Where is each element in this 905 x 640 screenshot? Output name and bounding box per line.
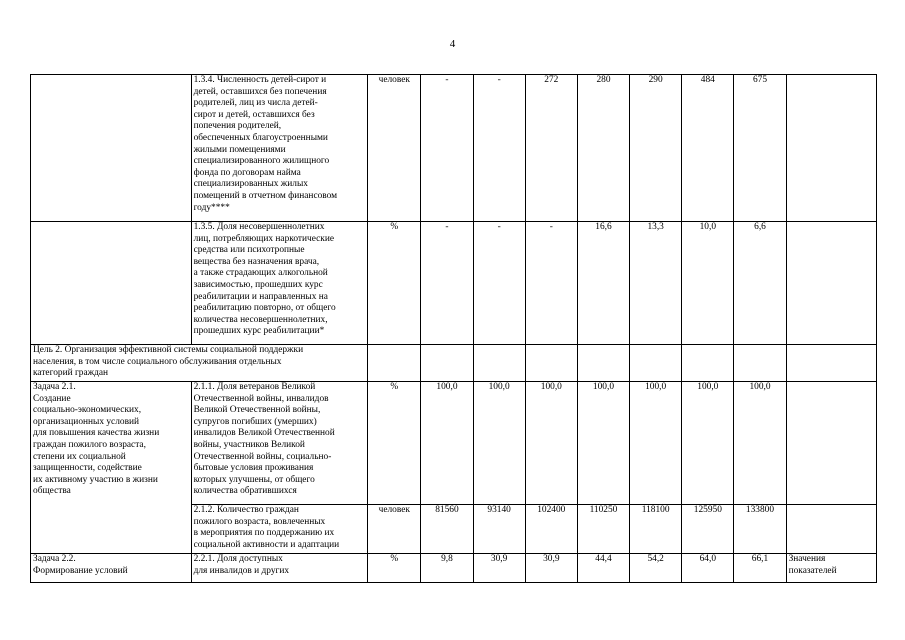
- note-cell: [786, 345, 876, 382]
- note-cell: [786, 382, 876, 505]
- value-cell: 13,3: [630, 222, 682, 345]
- table-row: [31, 382, 877, 505]
- value-cell: 484: [682, 75, 734, 222]
- value-cell: 100,0: [682, 382, 734, 505]
- value-cell: 290: [630, 75, 682, 222]
- value-cell: [421, 345, 473, 382]
- value-cell: 30,9: [525, 554, 577, 583]
- value-cell: -: [421, 222, 473, 345]
- task-cell: Задача 2.1. Создание социально-экономических, организационных условий для повышения качества жизни граждан пожилого возраста, степени их социальной защищенности, содействие их активному участию в жизни общества: [31, 382, 192, 554]
- value-cell: [577, 345, 629, 382]
- unit-cell: [368, 345, 421, 382]
- value-cell: 100,0: [421, 382, 473, 505]
- value-cell: 6,6: [734, 222, 786, 345]
- value-cell: 675: [734, 75, 786, 222]
- task-cell: [31, 222, 192, 345]
- value-cell: [630, 345, 682, 382]
- value-cell: 100,0: [630, 382, 682, 505]
- value-cell: -: [473, 222, 525, 345]
- value-cell: 100,0: [577, 382, 629, 505]
- table-row: [31, 345, 877, 382]
- indicator-cell: 1.3.4. Численность детей-сирот и детей, оставшихся без попечения родителей, лиц из числа детей- сирот и детей, оставшихся без попечения родителей, обеспеченных благоустроенными жилыми помещениями специализированного жилищного фонда по договорам найма специализированных жилых помещений в отчетном финансовом году****: [191, 75, 368, 222]
- value-cell: -: [421, 75, 473, 222]
- value-cell: 118100: [630, 505, 682, 554]
- value-cell: 44,4: [577, 554, 629, 583]
- value-cell: 100,0: [734, 382, 786, 505]
- note-cell: [786, 75, 876, 222]
- table-row: [31, 554, 877, 583]
- unit-cell: %: [368, 222, 421, 345]
- table-row: [31, 75, 877, 222]
- indicator-cell: 1.3.5. Доля несовершеннолетних лиц, потребляющих наркотические средства или психотропные вещества без назначения врача, а также страдающих алкогольной зависимостью, прошедших курс реабилитации и направленных на реабилитацию повторно, от общего количества несовершеннолетних, прошедших курс реабилитации*: [191, 222, 368, 345]
- value-cell: -: [473, 75, 525, 222]
- value-cell: [525, 345, 577, 382]
- table-row: [31, 222, 877, 345]
- value-cell: 30,9: [473, 554, 525, 583]
- value-cell: [473, 345, 525, 382]
- unit-cell: человек: [368, 505, 421, 554]
- note-cell: Значения показателей: [786, 554, 876, 583]
- value-cell: 133800: [734, 505, 786, 554]
- value-cell: 102400: [525, 505, 577, 554]
- value-cell: 66,1: [734, 554, 786, 583]
- indicator-cell: 2.1.2. Количество граждан пожилого возраста, вовлеченных в мероприятия по поддержанию их социальной активности и адаптации: [191, 505, 368, 554]
- value-cell: 100,0: [473, 382, 525, 505]
- value-cell: 16,6: [577, 222, 629, 345]
- value-cell: [734, 345, 786, 382]
- task-cell: [31, 75, 192, 222]
- indicators-table: [30, 74, 877, 583]
- value-cell: 100,0: [525, 382, 577, 505]
- value-cell: 9,8: [421, 554, 473, 583]
- value-cell: [682, 345, 734, 382]
- value-cell: 64,0: [682, 554, 734, 583]
- value-cell: 110250: [577, 505, 629, 554]
- value-cell: 280: [577, 75, 629, 222]
- unit-cell: %: [368, 554, 421, 583]
- unit-cell: человек: [368, 75, 421, 222]
- note-cell: [786, 505, 876, 554]
- task-cell: Задача 2.2. Формирование условий: [31, 554, 192, 583]
- value-cell: 93140: [473, 505, 525, 554]
- goal-cell: Цель 2. Организация эффективной системы социальной поддержки населения, в том числе социального обслуживания отдельных категорий граждан: [31, 345, 368, 382]
- unit-cell: %: [368, 382, 421, 505]
- value-cell: 81560: [421, 505, 473, 554]
- value-cell: 125950: [682, 505, 734, 554]
- value-cell: 10,0: [682, 222, 734, 345]
- value-cell: 272: [525, 75, 577, 222]
- value-cell: -: [525, 222, 577, 345]
- value-cell: 54,2: [630, 554, 682, 583]
- indicator-cell: 2.1.1. Доля ветеранов Великой Отечественной войны, инвалидов Великой Отечественной войны, супругов погибших (умерших) инвалидов Великой Отечественной войны, участников Великой Отечественной войны, социально- бытовые условия проживания которых улучшены, от общего количества обратившихся: [191, 382, 368, 505]
- page-number: 4: [449, 38, 456, 50]
- indicator-cell: 2.2.1. Доля доступных для инвалидов и других: [191, 554, 368, 583]
- note-cell: [786, 222, 876, 345]
